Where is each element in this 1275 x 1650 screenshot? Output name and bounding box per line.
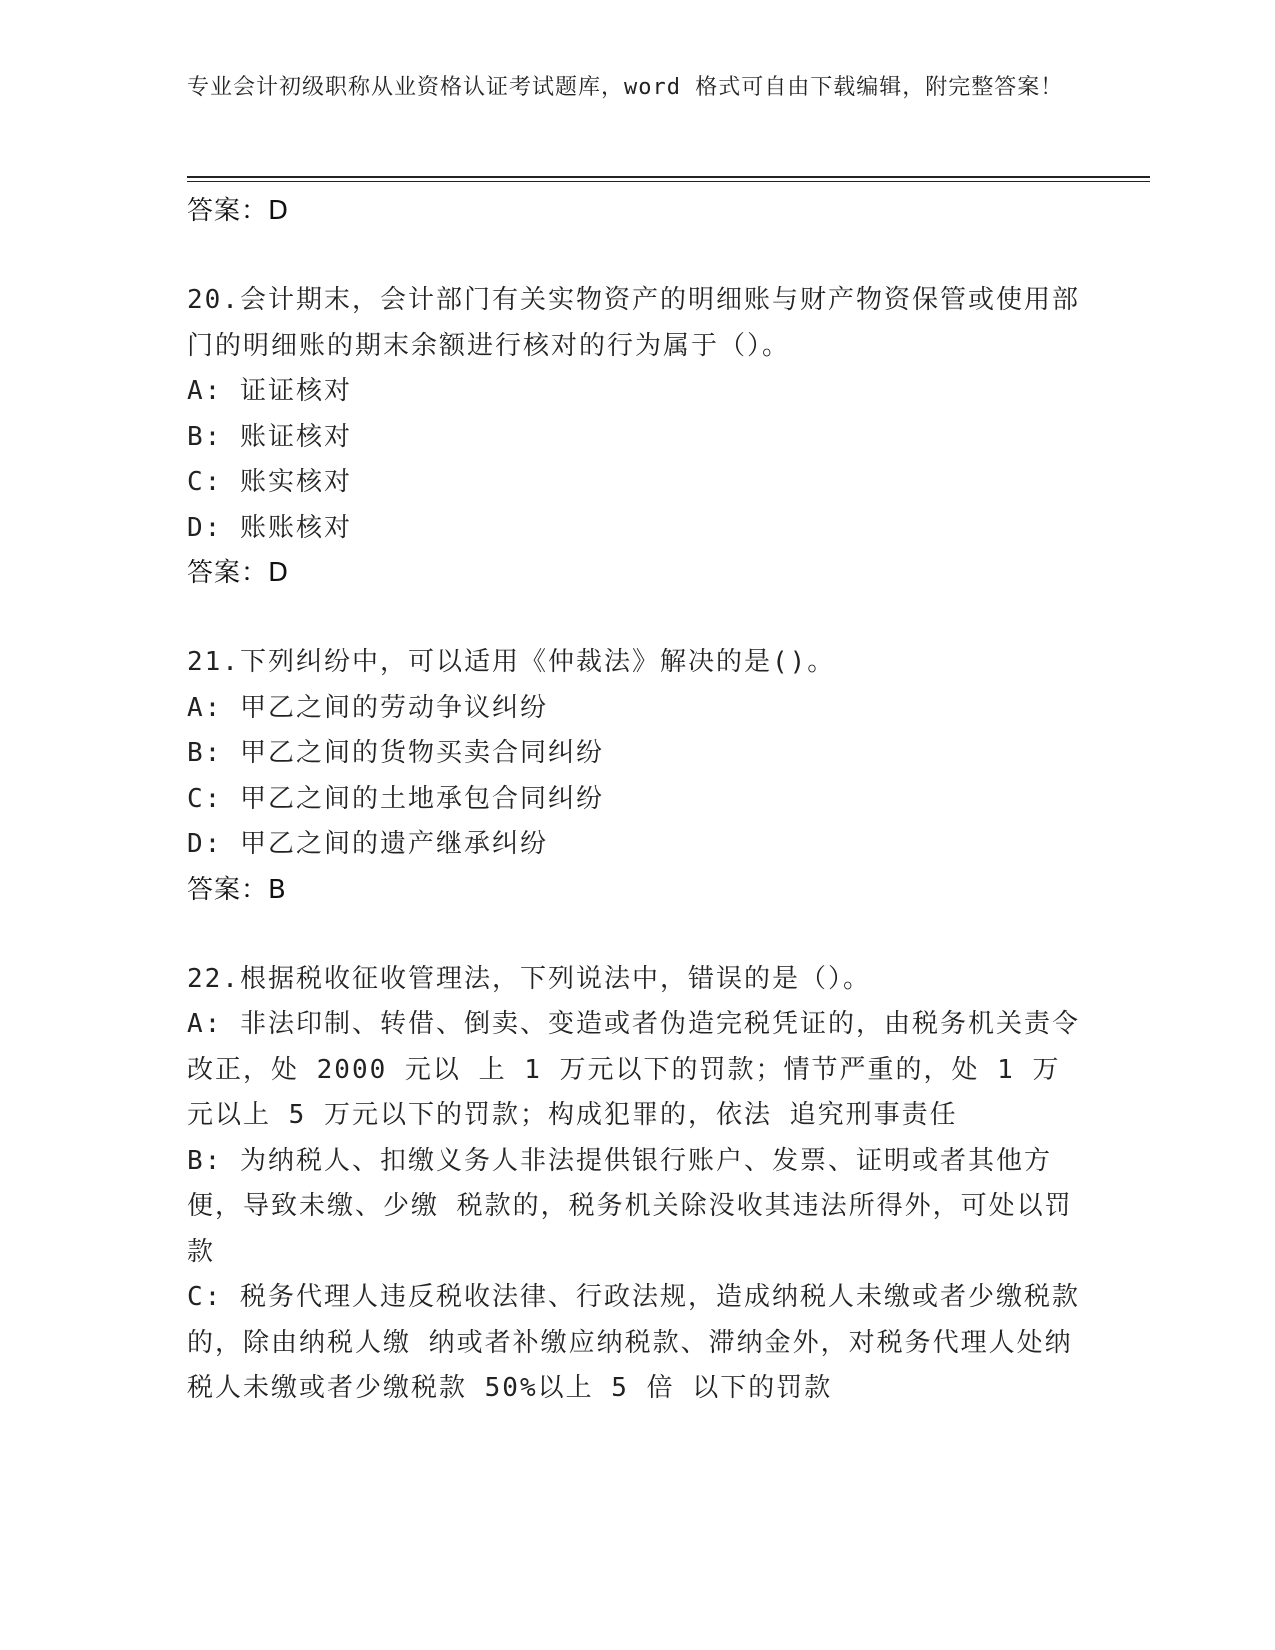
option-b: B: 为纳税人、扣缴义务人非法提供银行账户、发票、证明或者其他方便，导致未缴、少缴 税款的，税务机关除没收其违法所得外，可处以罚款 (187, 1145, 1073, 1267)
option-a: A: 非法印制、转借、倒卖、变造或者伪造完税凭证的，由税务机关责令改正，处 2000 元以 上 1 万元以下的罚款；情节严重的，处 1 万元以上 5 万元以下的罚款；构成犯罪的，依法 追究刑事责任 (187, 1009, 1080, 1130)
option-a: A: 甲乙之间的劳动争议纠纷 (187, 692, 548, 723)
header-rule (187, 176, 1150, 178)
spacer (187, 913, 1087, 957)
question-text: 20.会计期末，会计部门有关实物资产的明细账与财产物资保管或使用部门的明细账的期末余额进行核对的行为属于（）。 (187, 285, 1080, 361)
spacer (187, 596, 1087, 640)
answer-line: 答案：D (187, 558, 290, 588)
question-text: 21.下列纠纷中，可以适用《仲裁法》解决的是()。 (187, 647, 836, 677)
answer-line: 答案：D (187, 196, 290, 226)
question-block (187, 278, 1087, 596)
spacer (187, 234, 1087, 278)
answer-line: 答案：B (187, 874, 287, 905)
question-block (187, 640, 1087, 913)
option-c: C: 税务代理人违反税收法律、行政法规，造成纳税人未缴或者少缴税款的，除由纳税人缴 纳或者补缴应纳税款、滞纳金外，对税务代理人处纳税人未缴或者少缴税款 50%以上 5 倍 以下的罚款 (187, 1282, 1080, 1403)
option-c: C: 甲乙之间的土地承包合同纠纷 (187, 783, 604, 814)
document-body (187, 189, 1087, 1412)
option-c: C: 账实核对 (187, 467, 352, 497)
header-note: 专业会计初级职称从业资格认证考试题库，word 格式可自由下载编辑，附完整答案！ (187, 75, 1064, 100)
header-rule-thin (187, 181, 1150, 182)
question-text: 22.根据税收征收管理法，下列说法中，错误的是（）。 (187, 963, 871, 994)
option-b: B: 甲乙之间的货物买卖合同纠纷 (187, 738, 604, 768)
option-d: D: 甲乙之间的遗产继承纠纷 (187, 829, 548, 859)
option-d: D: 账账核对 (187, 512, 352, 543)
option-b: B: 账证核对 (187, 421, 352, 452)
question-block (187, 957, 1087, 1412)
option-a: A: 证证核对 (187, 376, 352, 406)
